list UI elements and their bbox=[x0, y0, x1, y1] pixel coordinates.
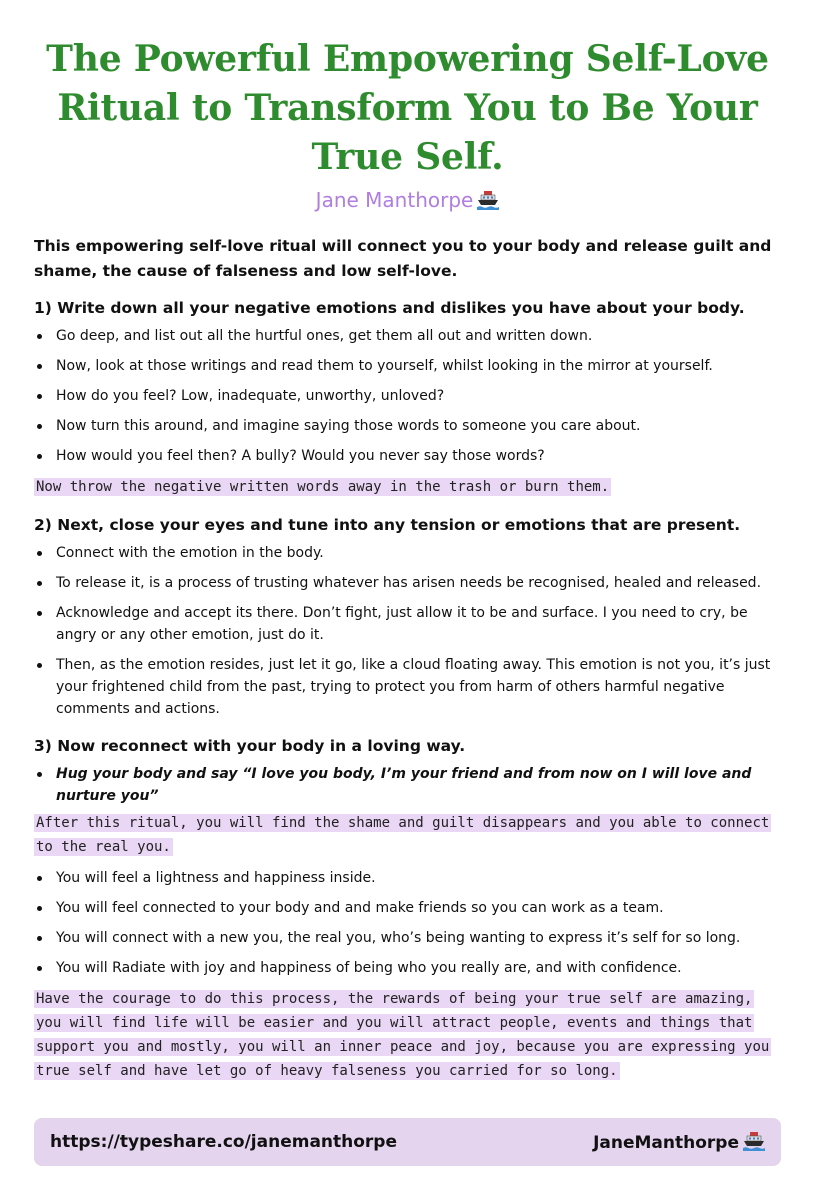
bullet-icon bbox=[37, 663, 42, 668]
list-item-text: How do you feel? Low, inadequate, unworthy, unloved? bbox=[56, 388, 445, 404]
highlighted-note: Have the courage to do this process, the rewards of being your true self are amazing, you will find life will be easier and you will attract people, events and things that support you and mostly, you will an inner peace and joy, because you are expressing you true self and have let go of heavy falseness you carried for so long. bbox=[36, 991, 770, 1079]
list-item bbox=[34, 867, 775, 889]
step-1-heading: 1) Write down all your negative emotions and dislikes you have about your body. bbox=[34, 299, 745, 317]
affirmation-quote: Hug your body and say “I love you body, I’m your friend and from now on I will love and nurture you” bbox=[56, 766, 752, 804]
step-3-note bbox=[34, 811, 775, 859]
bullet-icon bbox=[37, 966, 42, 971]
step-3-list bbox=[34, 867, 775, 979]
list-item-text: Then, as the emotion resides, just let it go, like a cloud floating away. This emotion is not you, it’s just your frightened child from the past, trying to protect you from harm of others harmful negative comments and actions. bbox=[56, 657, 771, 717]
article-body bbox=[34, 234, 775, 1097]
list-item-text: Now, look at those writings and read them to yourself, whilst looking in the mirror at yourself. bbox=[56, 358, 713, 374]
list-item-text: Go deep, and list out all the hurtful ones, get them all out and written down. bbox=[56, 328, 593, 344]
list-item bbox=[34, 763, 775, 807]
list-item-text: Acknowledge and accept its there. Don’t fight, just allow it to be and surface. I you need to cry, be angry or any other emotion, just do it. bbox=[56, 605, 748, 643]
bullet-icon bbox=[37, 334, 42, 339]
ship-icon bbox=[743, 1131, 765, 1151]
list-item bbox=[34, 325, 775, 347]
footer-url-link[interactable]: https://typeshare.co/janemanthorpe bbox=[50, 1132, 398, 1152]
page-title: The Powerful Empowering Self-Love Ritual to Transform You to Be Your True Self. bbox=[46, 38, 769, 178]
bullet-icon bbox=[37, 876, 42, 881]
step-1-list bbox=[34, 325, 775, 467]
list-item-text: You will feel a lightness and happiness inside. bbox=[56, 870, 376, 886]
ship-icon bbox=[477, 190, 499, 210]
bullet-icon bbox=[37, 394, 42, 399]
list-item bbox=[34, 445, 775, 467]
step-3-quote-list bbox=[34, 763, 775, 807]
list-item bbox=[34, 572, 775, 594]
step-3-heading: 3) Now reconnect with your body in a loving way. bbox=[34, 737, 466, 755]
list-item-text: Connect with the emotion in the body. bbox=[56, 545, 324, 561]
list-item bbox=[34, 355, 775, 377]
bullet-icon bbox=[37, 906, 42, 911]
step-2-list bbox=[34, 542, 775, 720]
list-item bbox=[34, 957, 775, 979]
closing-note bbox=[34, 987, 775, 1083]
intro-paragraph: This empowering self-love ritual will connect you to your body and release guilt and shame, the cause of falseness and low self-love. bbox=[34, 237, 772, 280]
list-item-text: To release it, is a process of trusting whatever has arisen needs be recognised, healed and released. bbox=[56, 575, 762, 591]
bullet-icon bbox=[37, 454, 42, 459]
highlighted-note: After this ritual, you will find the shame and guilt disappears and you able to connect to the real you. bbox=[36, 815, 770, 855]
author-line bbox=[0, 186, 815, 214]
list-item-text: You will feel connected to your body and and make friends so you can work as a team. bbox=[56, 900, 664, 916]
footer-bar bbox=[34, 1118, 781, 1166]
list-item bbox=[34, 654, 775, 720]
list-item bbox=[34, 415, 775, 437]
list-item bbox=[34, 602, 775, 646]
step-1-note bbox=[34, 475, 775, 499]
highlighted-note: Now throw the negative written words away in the trash or burn them. bbox=[36, 479, 610, 495]
author-name: Jane Manthorpe bbox=[315, 188, 474, 212]
footer-handle-text: JaneManthorpe bbox=[593, 1133, 739, 1153]
bullet-icon bbox=[37, 581, 42, 586]
list-item bbox=[34, 385, 775, 407]
list-item bbox=[34, 897, 775, 919]
step-2-heading: 2) Next, close your eyes and tune into any tension or emotions that are present. bbox=[34, 516, 741, 534]
list-item-text: You will connect with a new you, the real you, who’s being wanting to express it’s self for so long. bbox=[56, 930, 741, 946]
list-item-text: Now turn this around, and imagine saying those words to someone you care about. bbox=[56, 418, 641, 434]
bullet-icon bbox=[37, 611, 42, 616]
list-item bbox=[34, 927, 775, 949]
list-item-text: You will Radiate with joy and happiness of being who you really are, and with confidence. bbox=[56, 960, 682, 976]
bullet-icon bbox=[37, 936, 42, 941]
list-item-text: How would you feel then? A bully? Would you never say those words? bbox=[56, 448, 545, 464]
bullet-icon bbox=[37, 551, 42, 556]
footer-handle bbox=[593, 1131, 765, 1153]
bullet-icon bbox=[37, 424, 42, 429]
list-item bbox=[34, 542, 775, 564]
bullet-icon bbox=[37, 772, 42, 777]
bullet-icon bbox=[37, 364, 42, 369]
